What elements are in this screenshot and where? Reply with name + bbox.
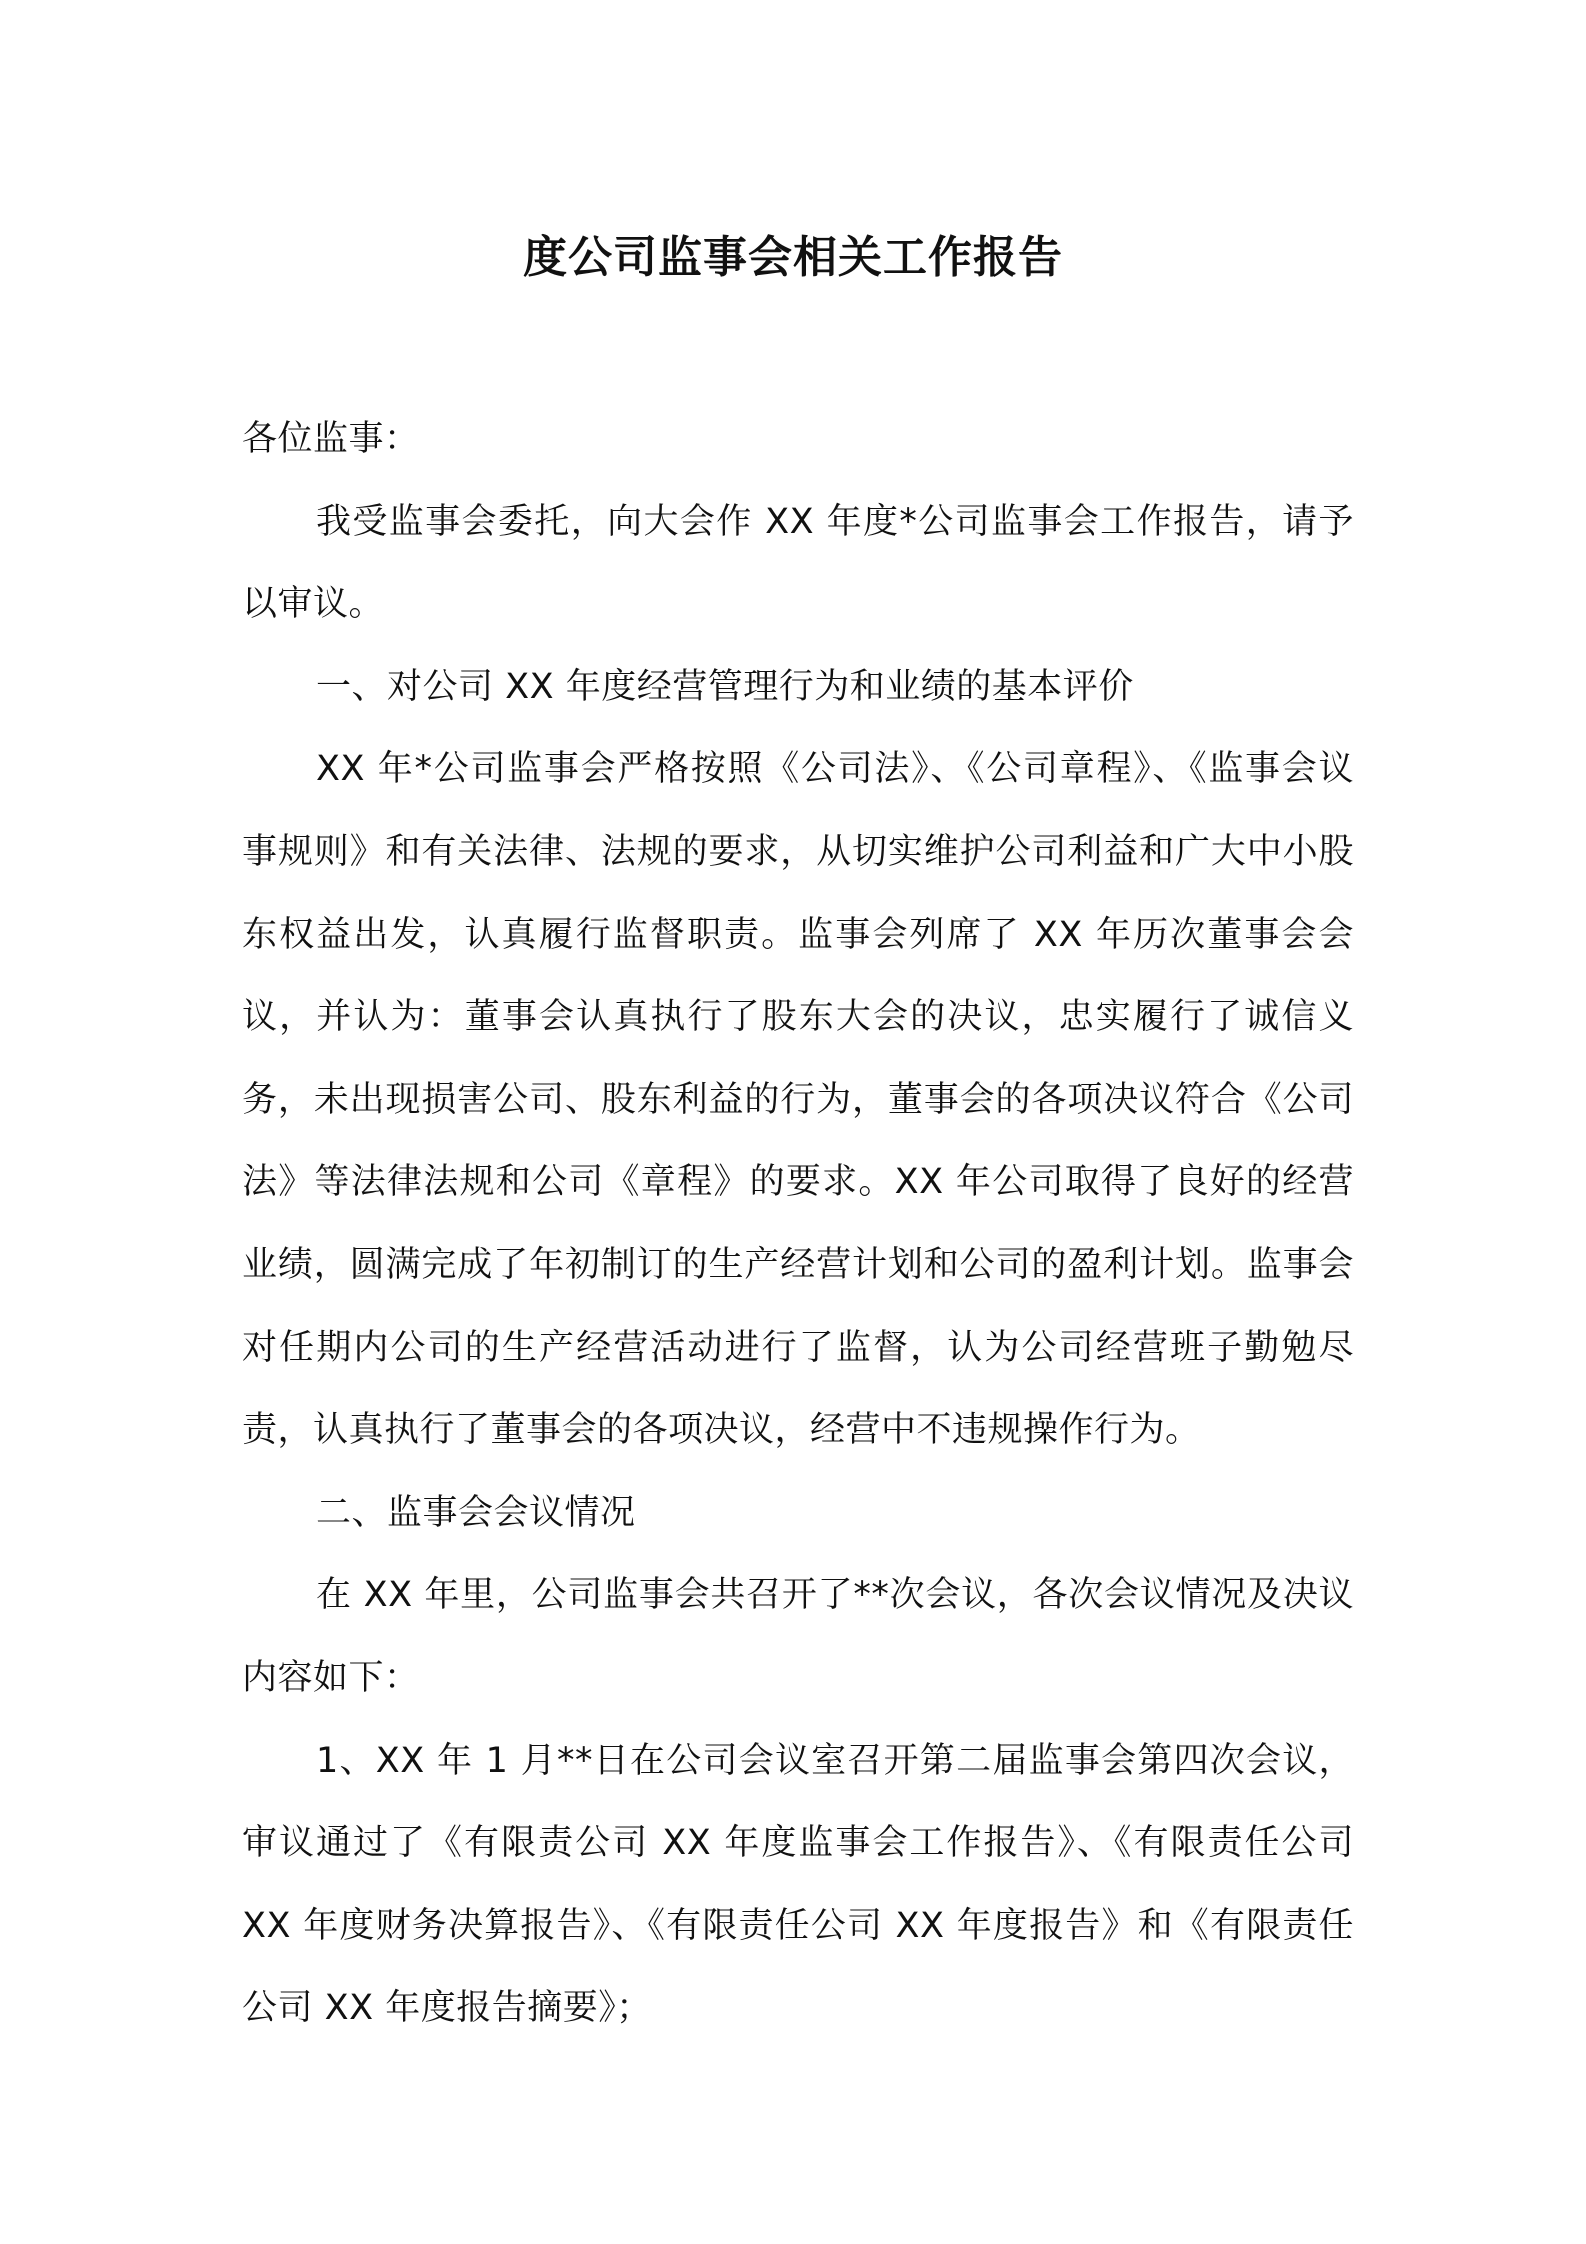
document-title: 度公司监事会相关工作报告 bbox=[523, 232, 1063, 283]
paragraph-meetings-intro: 在 XX 年里，公司监事会共召开了**次会议，各次会议情况及决议内容如下： bbox=[242, 1575, 1354, 1698]
paragraph-evaluation: XX 年*公司监事会严格按照《公司法》、《公司章程》、《监事会议事规则》和有关法律、法规的要求，从切实维护公司利益和广大中小股东权益出发，认真履行监督职责。监事会列席了 XX 年历次董事会会议，并认为：董事会认真执行了股东大会的决议，忠实履行了诚信义务，未出现损害公司、股东利益的行为，董事会的各项决议符合《公司法》等法律法规和公司《章程》的要求。XX 年公司取得了良好的经营业绩，圆满完成了年初制订的生产经营计划和公司的盈利计划。监事会对任期内公司的生产经营活动进行了监督，认为公司经营班子勤勉尽责，认真执行了董事会的各项决议，经营中不违规操作行为。 bbox=[242, 749, 1354, 1451]
salutation: 各位监事： bbox=[242, 419, 420, 459]
paragraph-intro: 我受监事会委托，向大会作 XX 年度*公司监事会工作报告，请予以审议。 bbox=[242, 501, 1354, 625]
paragraph-meeting-1: 1、XX 年 1 月**日在公司会议室召开第二届监事会第四次会议，审议通过了《有限责公司 XX 年度监事会工作报告》、《有限责任公司 XX 年度财务决算报告》、《有限责任公司 XX 年度报告》和《有限责任公司 XX 年度报告摘要》； bbox=[242, 1740, 1354, 2029]
document-body bbox=[242, 398, 1354, 2050]
section-heading-2: 二、监事会会议情况 bbox=[316, 1492, 636, 1533]
section-heading-1: 一、对公司 XX 年度经营管理行为和业绩的基本评价 bbox=[316, 666, 1134, 707]
